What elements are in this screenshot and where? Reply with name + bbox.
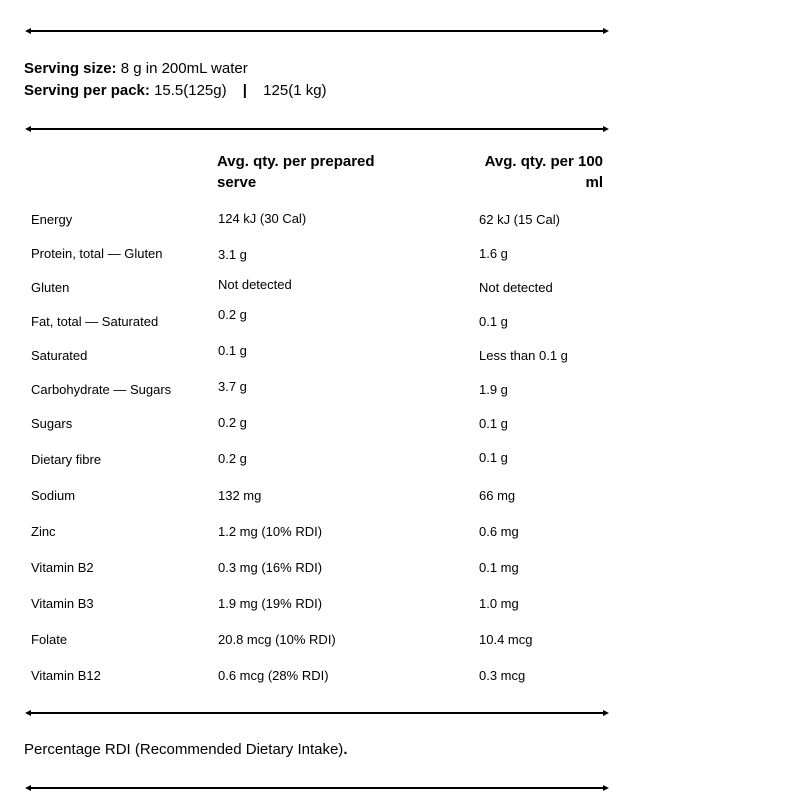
rdi-footnote-text: Percentage RDI (Recommended Dietary Intake) — [24, 741, 344, 758]
per-100ml-value: Less than 0.1 g — [479, 348, 568, 363]
nutrient-name: Vitamin B3 — [31, 596, 94, 611]
per-100ml-value: 0.1 mg — [479, 560, 519, 575]
per-serve-value: 124 kJ (30 Cal) — [218, 211, 307, 226]
rdi-footnote — [24, 740, 347, 760]
per-serve-value: 0.3 mg (16% RDI) — [218, 560, 323, 575]
nutrient-name: Fat, total — Saturated — [31, 314, 159, 329]
nutrient-name: Gluten — [31, 280, 70, 295]
per-serve-value: 3.1 g — [218, 247, 247, 262]
per-100ml-value: 62 kJ (15 Cal) — [479, 212, 560, 227]
per-serve-value: 3.7 g — [218, 379, 247, 394]
per-100ml-value: 1.0 mg — [479, 596, 519, 611]
per-serve-value: 0.6 mcg (28% RDI) — [218, 668, 329, 683]
per-serve-value: 1.9 mg (19% RDI) — [218, 596, 323, 611]
nutrient-name: Sodium — [31, 488, 76, 503]
per-serve-value: Not detected — [218, 277, 292, 292]
serving-per-pack-line — [24, 81, 327, 101]
nutrient-name: Protein, total — Gluten — [31, 246, 163, 261]
serving-size-value: 8 g in 200mL water — [120, 60, 248, 77]
serving-per-pack-value-2: 125(1 kg) — [263, 82, 327, 99]
nutrient-name: Zinc — [31, 524, 56, 539]
nutrient-name: Folate — [31, 632, 68, 647]
nutrient-name: Dietary fibre — [31, 452, 102, 467]
serving-per-pack-value-1: 15.5(125g) — [154, 82, 227, 99]
nutrient-name: Energy — [31, 212, 73, 227]
per-serve-value: 0.2 g — [218, 451, 247, 466]
per-100ml-value: 1.6 g — [479, 246, 508, 261]
per-100ml-value: 0.1 g — [479, 314, 508, 329]
per-100ml-value: 10.4 mcg — [479, 632, 533, 647]
per-serve-value: 0.2 g — [218, 415, 247, 430]
per-100ml-value: 0.6 mg — [479, 524, 519, 539]
header-divider — [27, 128, 607, 130]
per-serve-value: 132 mg — [218, 488, 262, 503]
serving-size-line — [24, 59, 248, 79]
nutrient-name: Sugars — [31, 416, 73, 431]
nutrient-name: Vitamin B12 — [31, 668, 101, 683]
header-per-100ml: Avg. qty. per 100 ml — [484, 153, 603, 191]
nutrient-name: Carbohydrate — Sugars — [31, 382, 172, 397]
per-serve-value: 20.8 mcg (10% RDI) — [218, 632, 336, 647]
table-bottom-divider — [27, 712, 607, 714]
per-100ml-value: Not detected — [479, 280, 553, 295]
serving-per-pack-label: Serving per pack: — [24, 82, 150, 99]
per-100ml-value: 1.9 g — [479, 382, 508, 397]
per-100ml-value: 0.1 g — [479, 416, 508, 431]
bottom-divider — [27, 787, 607, 789]
per-serve-value: 0.2 g — [218, 307, 247, 322]
nutrient-name: Saturated — [31, 348, 88, 363]
per-serve-value: 1.2 mg (10% RDI) — [218, 524, 323, 539]
serving-size-label: Serving size: — [24, 60, 117, 77]
per-serve-value: 0.1 g — [218, 343, 247, 358]
per-100ml-value: 0.1 g — [479, 450, 508, 465]
serving-separator: | — [242, 82, 247, 99]
header-per-serve: Avg. qty. per prepared serve — [217, 153, 375, 191]
per-100ml-value: 0.3 mcg — [479, 668, 526, 683]
top-divider — [27, 30, 607, 32]
nutrient-name: Vitamin B2 — [31, 560, 94, 575]
per-100ml-value: 66 mg — [479, 488, 516, 503]
rdi-footnote-period: . — [343, 741, 348, 758]
